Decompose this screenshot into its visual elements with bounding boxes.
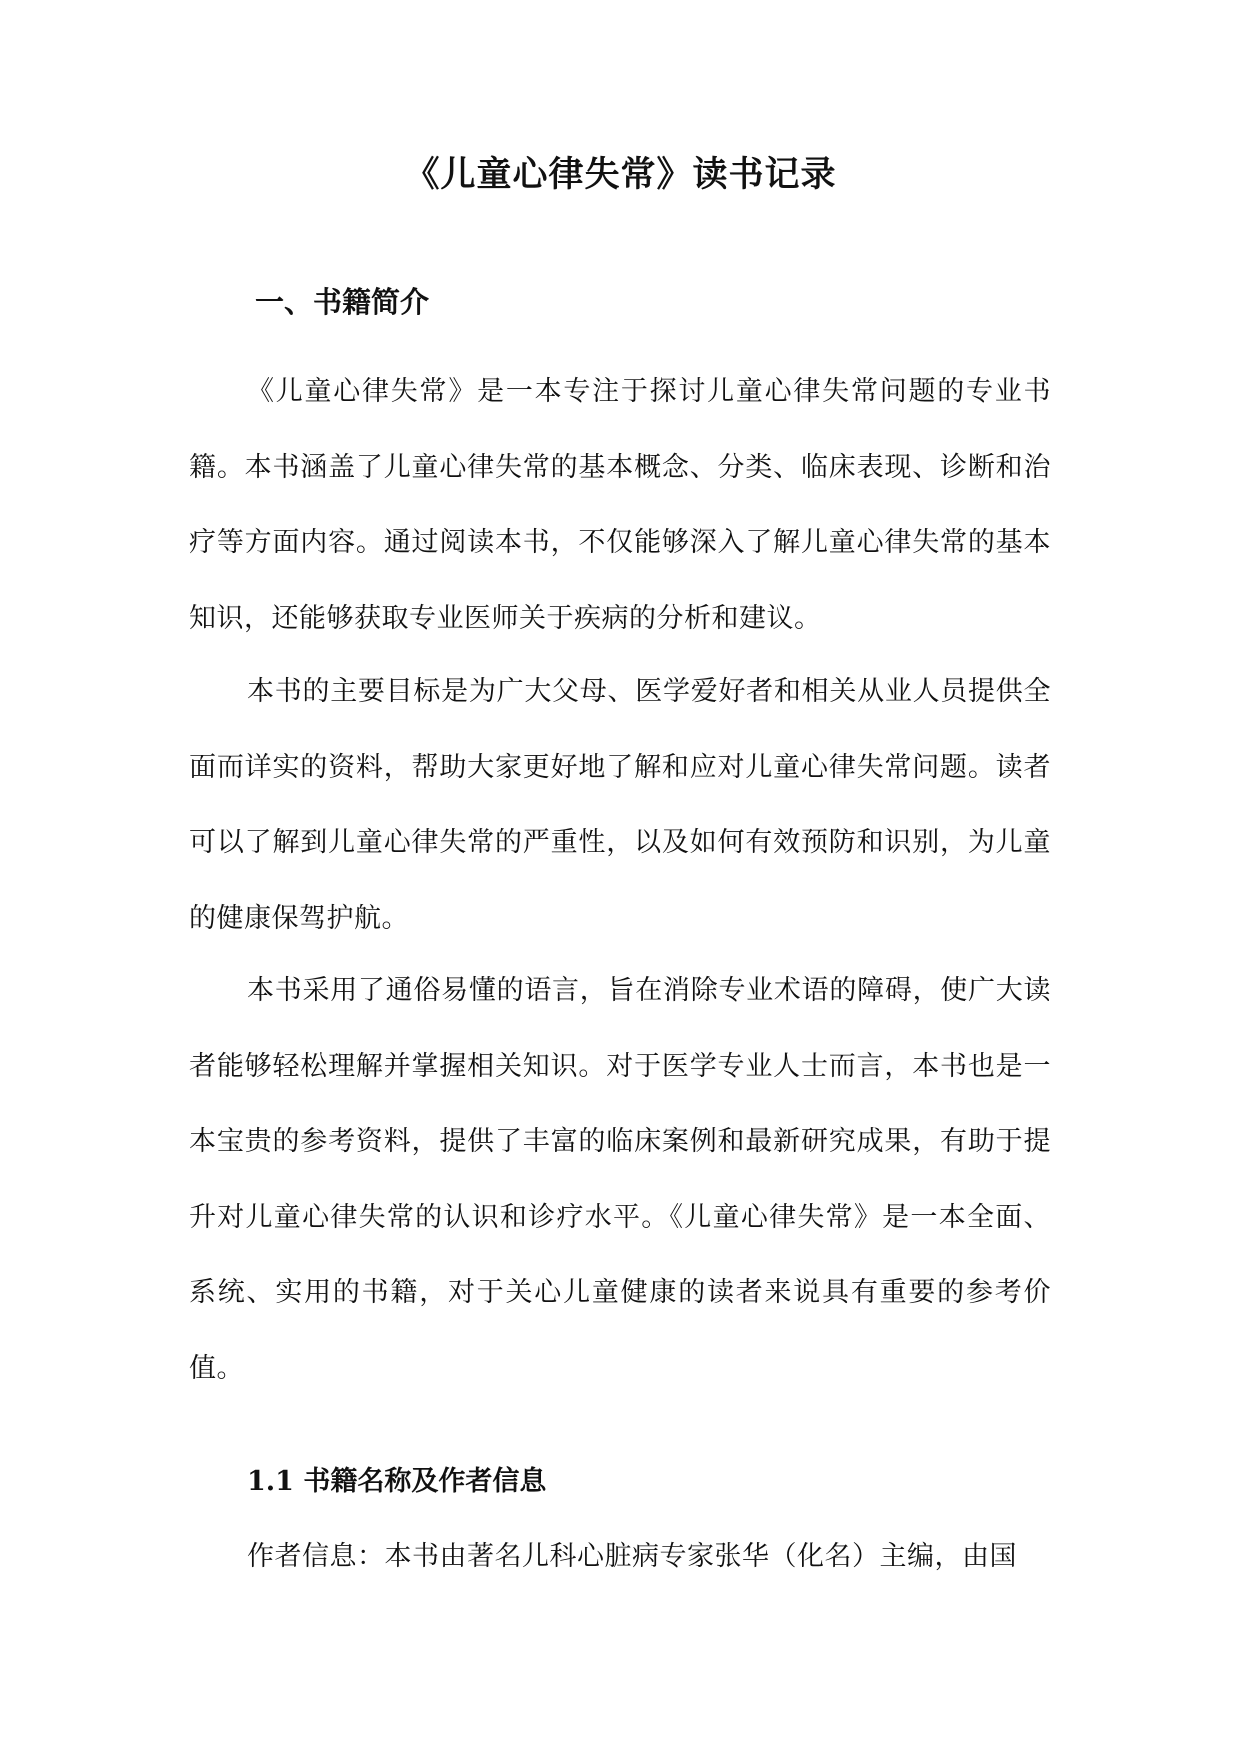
paragraph-intro-1: 《儿童心律失常》是一本专注于探讨儿童心律失常问题的专业书籍。本书涵盖了儿童心律失常的基本概念、分类、临床表现、诊断和治疗等方面内容。通过阅读本书，不仅能够深入了解儿童心律失常的基本知识，还能够获取专业医师关于疾病的分析和建议。 [189, 376, 1051, 634]
paragraph-author-info: 作者信息：本书由著名儿科心脏病专家张华（化名）主编，由国 [247, 1541, 1017, 1572]
section-heading-book-intro: 一、书籍简介 [255, 285, 430, 319]
subsection-heading-book-info: 1.1 书籍名称及作者信息 [247, 1466, 547, 1497]
document-title: 《儿童心律失常》读书记录 [404, 154, 837, 195]
paragraph-intro-3: 本书采用了通俗易懂的语言，旨在消除专业术语的障碍，使广大读者能够轻松理解并掌握相关知识。对于医学专业人士而言，本书也是一本宝贵的参考资料，提供了丰富的临床案例和最新研究成果，有助于提升对儿童心律失常的认识和诊疗水平。《儿童心律失常》是一本全面、系统、实用的书籍，对于关心儿童健康的读者来说具有重要的参考价值。 [189, 975, 1051, 1384]
paragraph-intro-2: 本书的主要目标是为广大父母、医学爱好者和相关从业人员提供全面而详实的资料，帮助大家更好地了解和应对儿童心律失常问题。读者可以了解到儿童心律失常的严重性，以及如何有效预防和识别，为儿童的健康保驾护航。 [189, 676, 1051, 934]
